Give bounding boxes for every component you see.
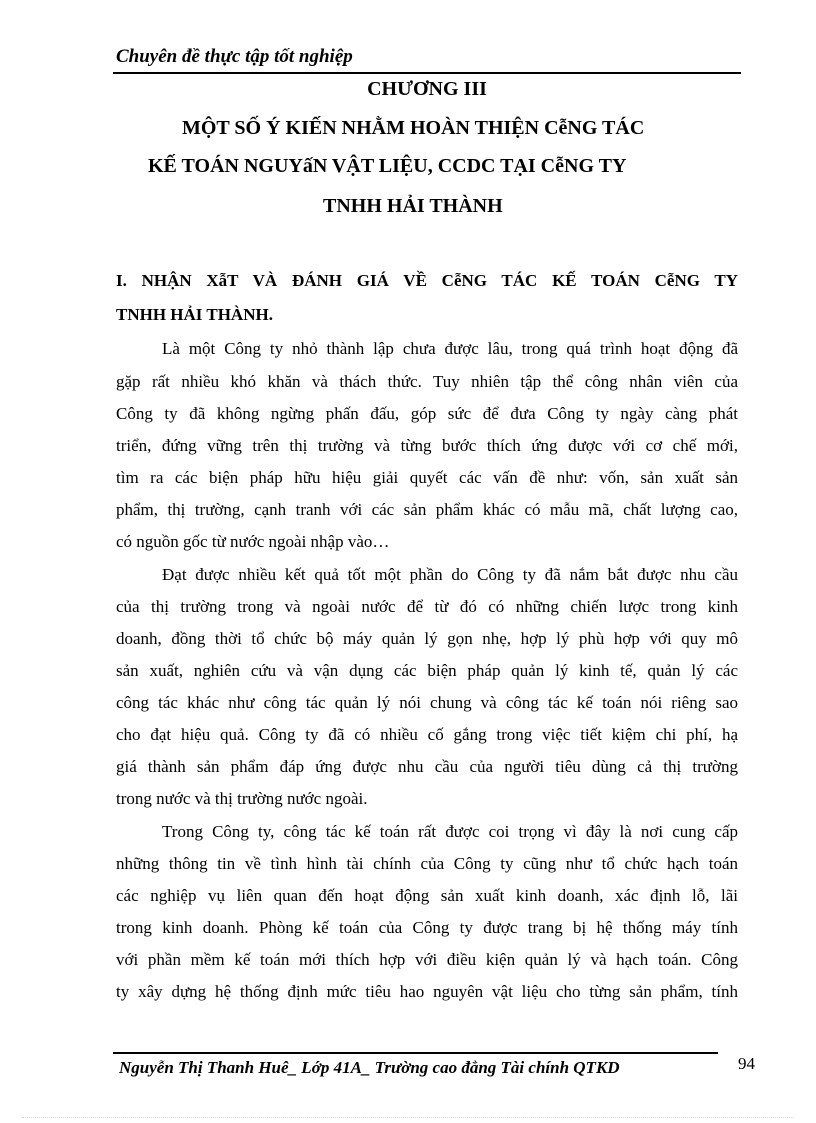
- page-number: 94: [738, 1054, 755, 1073]
- section-heading-line-1: I. NHẬN XẫT VÀ ĐÁNH GIÁ VỀ CễNG TÁC KẾ TOÁN CễNG TY: [116, 271, 738, 290]
- chapter-number: CHƯƠNG III: [367, 78, 487, 100]
- paragraph-2-line-4: sản xuất, nghiên cứu và vận dụng các biện pháp quản lý kinh tế, quản lý các: [116, 661, 738, 680]
- paragraph-2-line-1: Đạt được nhiều kết quả tốt một phần do Công ty đã nắm bắt được nhu cầu: [162, 565, 738, 584]
- paragraph-3-line-3: các nghiệp vụ liên quan đến hoạt động sản xuất kinh doanh, xác định lỗ, lãi: [116, 886, 738, 905]
- paragraph-2-line-5: công tác khác như công tác quản lý nói chung và công tác kế toán nói riêng sao: [116, 693, 738, 712]
- chapter-title-line-2: KẾ TOÁN NGUYấN VẬT LIỆU, CCDC TẠI CễNG TY: [148, 155, 627, 177]
- chapter-title-line-1: MỘT SỐ Ý KIẾN NHẰM HOÀN THIỆN CễNG TÁC: [182, 117, 645, 139]
- paragraph-1-line-2: gặp rất nhiều khó khăn và thách thức. Tuy nhiên tập thể công nhân viên của: [116, 372, 738, 391]
- section-heading-line-2: TNHH HẢI THÀNH.: [116, 305, 273, 324]
- document-header-title: Chuyên đề thực tập tốt nghiệp: [116, 46, 353, 67]
- chapter-title-line-3: TNHH HẢI THÀNH: [323, 195, 503, 217]
- paragraph-2-line-3: doanh, đồng thời tổ chức bộ máy quản lý gọn nhẹ, hợp lý phù hợp với quy mô: [116, 629, 738, 648]
- paragraph-1-line-3: Công ty đã không ngừng phấn đấu, góp sức để đưa Công ty ngày càng phát: [116, 404, 738, 423]
- header-divider: [113, 72, 741, 74]
- paragraph-2-line-8: trong nước và thị trường nước ngoài.: [116, 789, 368, 808]
- paragraph-3-line-1: Trong Công ty, công tác kế toán rất được coi trọng vì đây là nơi cung cấp: [162, 822, 738, 841]
- paragraph-3-line-6: ty xây dựng hệ thống định mức tiêu hao nguyên vật liệu cho từng sản phẩm, tính: [116, 982, 738, 1001]
- paragraph-2-line-2: của thị trường trong và ngoài nước để từ đó có những chiến lược trong kinh: [116, 597, 738, 616]
- paragraph-1-line-6: phẩm, thị trường, cạnh tranh với các sản phẩm khác có mẫu mã, chất lượng cao,: [116, 500, 738, 519]
- paragraph-3-line-4: trong kinh doanh. Phòng kế toán của Công ty được trang bị hệ thống máy tính: [116, 918, 738, 937]
- paragraph-1-line-4: triển, đứng vững trên thị trường và từng bước thích ứng được với cơ chế mới,: [116, 436, 738, 455]
- paragraph-2-line-7: giá thành sản phẩm đáp ứng được nhu cầu của người tiêu dùng cả thị trường: [116, 757, 738, 776]
- footer-divider: [113, 1052, 718, 1054]
- paragraph-3-line-2: những thông tin về tình hình tài chính của Công ty cũng như tổ chức hạch toán: [116, 854, 738, 873]
- paragraph-3-line-5: với phần mềm kế toán mới thích hợp với điều kiện quản lý và hạch toán. Công: [116, 950, 738, 969]
- paragraph-1-line-1: Là một Công ty nhỏ thành lập chưa được lâu, trong quá trình hoạt động đã: [162, 339, 738, 358]
- paragraph-1-line-7: có nguồn gốc từ nước ngoài nhập vào…: [116, 532, 390, 551]
- paragraph-2-line-6: cho đạt hiệu quả. Công ty đã có nhiều cố gắng trong việc tiết kiệm chi phí, hạ: [116, 725, 738, 744]
- paragraph-1-line-5: tìm ra các biện pháp hữu hiệu giải quyết các vấn đề như: vốn, sản xuất sản: [116, 468, 738, 487]
- page-bottom-border: [22, 1117, 794, 1118]
- footer-author-line: Nguyễn Thị Thanh Huê_ Lớp 41A_ Trường cao đẳng Tài chính QTKD: [119, 1058, 620, 1077]
